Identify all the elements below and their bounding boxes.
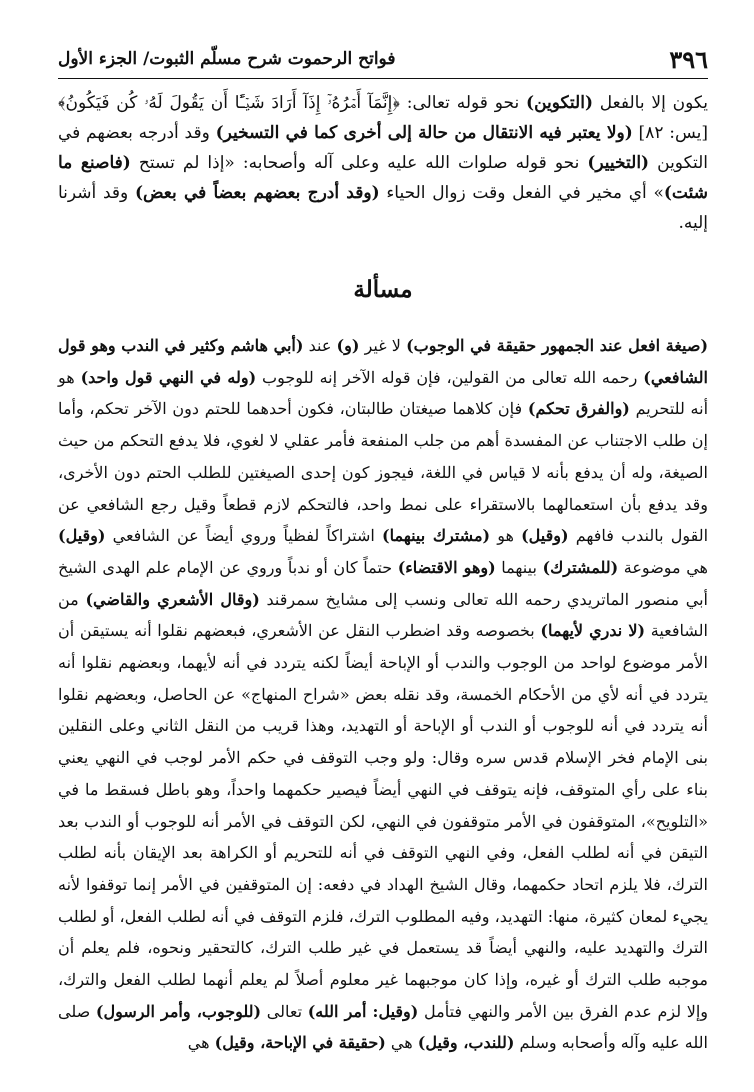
text-run: هي bbox=[385, 1033, 418, 1053]
bold-text-run: (وقيل) bbox=[58, 526, 106, 546]
text-run: نحو قوله صلوات الله عليه وعلى آله وأصحابه: «إذا لم تستح bbox=[130, 153, 588, 173]
text-run: عند bbox=[303, 336, 337, 355]
book-page bbox=[58, 40, 708, 1080]
text-run: وقد أشرنا إليه. bbox=[58, 183, 708, 233]
text-run: لا غير bbox=[359, 336, 407, 355]
body-text bbox=[58, 330, 708, 1059]
bold-text-run: (صيغة افعل عند الجمهور حقيقة في الوجوب) bbox=[406, 336, 709, 355]
bold-text-run: (ولا يعتبر فيه الانتقال من حالة إلى أخرى كما في التسخير) bbox=[215, 123, 633, 143]
bold-text-run: (للمشترك) bbox=[542, 557, 619, 577]
text-run: هو bbox=[490, 526, 522, 546]
text-run: وقد أدرجه بعضهم في التكوين bbox=[58, 123, 709, 173]
text-run: بينهما bbox=[495, 557, 543, 577]
text-run: يكون إلا بالفعل bbox=[593, 93, 708, 113]
bold-text-run: (أبي هاشم وكثير في الندب وهو قول الشافعي) bbox=[58, 336, 708, 387]
bold-text-run: (وله في النهي قول واحد) bbox=[80, 367, 257, 387]
bold-text-run: (التكوين) bbox=[526, 93, 593, 113]
text-run: تعالى bbox=[261, 1001, 308, 1021]
running-title: فواتح الرحموت شرح مسلّم الثبوت/ الجزء الأول bbox=[58, 49, 396, 69]
text-run: صلى الله عليه وآله وأصحابه وسلم bbox=[58, 1001, 708, 1053]
text-run: هي bbox=[187, 1033, 215, 1053]
bold-text-run: (للوجوب، وأمر الرسول) bbox=[95, 1001, 262, 1021]
bold-text-run: (و) bbox=[336, 336, 360, 355]
page-header bbox=[58, 40, 708, 79]
text-run: نحو قوله تعالى: ﴿إِنَّمَآ أَمۡرُهُۥٓ إِذَآ أَرَادَ شَيۡـًٔا أَن يَقُولَ لَهُۥ كُن فَيَكُونُ﴾ [يس: ٨٢] bbox=[58, 93, 708, 143]
bold-text-run: (للندب، وقيل) bbox=[417, 1033, 515, 1053]
page-number: ٣٩٦ bbox=[669, 44, 708, 74]
text-run: رحمه الله تعالى من القولين، فإن قوله الآخر إنه للوجوب bbox=[256, 367, 644, 387]
bold-text-run: (والفرق تحكم) bbox=[527, 399, 630, 419]
text-run: هي موضوعة bbox=[618, 557, 708, 577]
bold-text-run: (التخيير) bbox=[587, 153, 650, 173]
bold-text-run: (وقد أدرج بعضهم بعضاً في بعض) bbox=[134, 183, 380, 203]
intro-text bbox=[58, 88, 708, 238]
text-run: هو أنه للتحريم bbox=[58, 367, 709, 419]
text-run: » أي مخير في الفعل وقت زوال الحياء bbox=[379, 183, 664, 203]
bold-text-run: (مشترك بينهما) bbox=[382, 526, 491, 546]
bold-text-run: (حقيقة في الإباحة، وقيل) bbox=[214, 1033, 386, 1053]
bold-text-run: (فاصنع ما شئت) bbox=[58, 153, 708, 203]
text-run: بخصوصه وقد اضطرب النقل عن الأشعري، فبعضهم نقلوا أنه يستيقن أن الأمر موضوع لواحد من الوجوب والندب أو الإباحة أيضاً لكنه يتردد في أنه لأيهما، وبعضهم نقلوا أنه يتردد في أنه لأي من الأحكام الخمسة، وقد نقله بعض «شراح المنهاج» عن الحاصل، وبعضهم نقلوا أنه يتردد في أنه للوجوب أو الندب أو الإباحة أو التهديد، وهذا قريب من النقل الثاني وعلى النقلين بنى الإمام فخر الإسلام قدس سره وقال: ولو وجب التوقف في حكم الأمر لوجب في النهي يعني بناء على رأي المتوقف، فإنه يتوقف في النهي أيضاً فيصير حكمهما واحداً، وهو باطل فسقط ما في «التلويح»، المتوقفون في الأمر متوقفون في النهي، لكن التوقف في الأمر أنه للوجوب أو الندب بعد التيقن في أنه لطلب الفعل، وفي النهي التوقف في أنه للتحريم أو الكراهة بعد الإيقان بأنه لطلب الترك، فلا يلزم اتحاد حكمهما، وقال الشيخ الهداد في دفعه: إن المتوقفين في الأمر إنما توقفوا لأنه يجيء لمعان كثيرة، منها: التهديد، وفيه المطلوب الترك، فلزم التوقف في أنه لطلب الفعل، أو لطلب الترك والتهديد عليه، والنهي أيضاً قد يستعمل في غير طلب الترك، كالتحقير ونحوه، فلم يعلم أن موجبه طلب الترك أو غيره، وإذا كان موجبهما غير معلوم أصلاً لم يعلم أنهما لطلب الفعل والترك، وإلا لزم عدم الفرق بين الأمر والنهي فتأمل bbox=[58, 621, 709, 1021]
section-heading: مسألة bbox=[353, 276, 413, 303]
bold-text-run: (وقيل: أمر الله) bbox=[307, 1001, 419, 1021]
text-run: حتماً كان أو ندباً وروي عن الإمام علم الهدى الشيخ أبي منصور الماتريدي رحمه الله تعالى ونسب إلى مشايخ سمرقند bbox=[58, 557, 708, 609]
bold-text-run: (وقال الأشعري والقاضي) bbox=[85, 589, 260, 609]
bold-text-run: (لا ندري لأيهما) bbox=[540, 621, 646, 641]
text-run: اشتراكاً لفظياً وروي أيضاً عن الشافعي bbox=[105, 526, 383, 546]
text-run: فإن كلاهما صيغتان طالبتان، فكون أحدهما للحتم دون الآخر تحكم، وأما إن طلب الاجتناب عن المفسدة أهم من جلب المنفعة فأمر عقلي لا لغوي، فلا يدفع التحكم من حيث الصيغة، وله أن يدفع بأنه لا قياس في اللغة، فيجوز كون إحدى الصيغتين للطلب الحتم دون الأخرى، وقد يدفع بأن استعمالهما بالاستقراء على نمط واحد، فالتحكم لازم قطعاً وقيل رجع الشافعي عن القول بالندب فافهم bbox=[58, 399, 709, 546]
bold-text-run: (وقيل) bbox=[521, 526, 569, 546]
bold-text-run: (وهو الاقتضاء) bbox=[397, 557, 496, 577]
body-paragraph bbox=[58, 330, 708, 1059]
intro-paragraph bbox=[58, 88, 708, 238]
text-run: من الشافعية bbox=[58, 589, 709, 641]
